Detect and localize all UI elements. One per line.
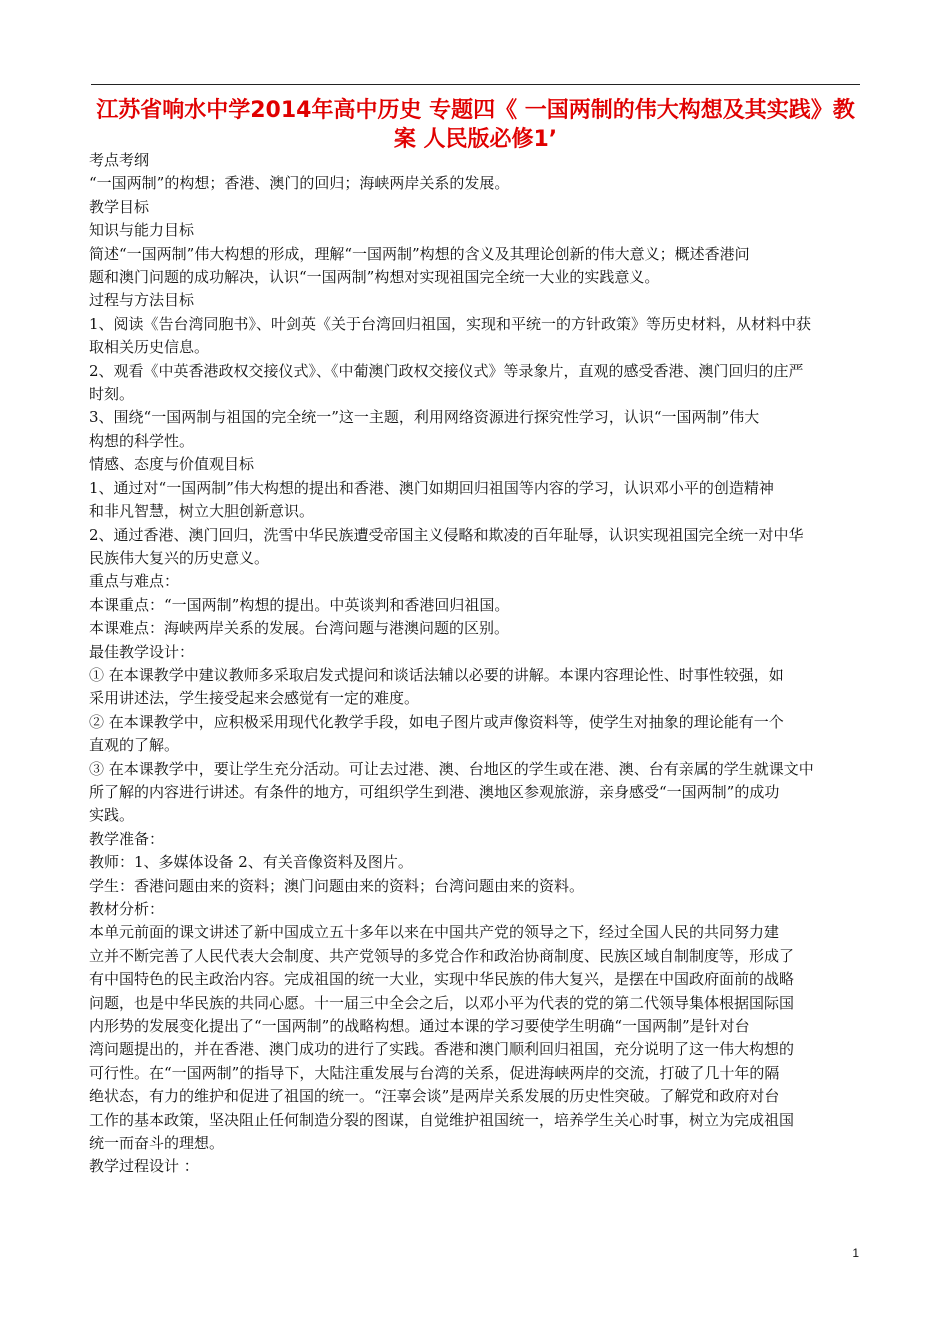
document-body <box>89 149 861 1179</box>
document-title: 江苏省响水中学2014年高中历史 专题四《 一国两制的伟大构想及其实践》教案 人民版必修1’ <box>96 98 855 152</box>
section-heading: 重点与难点： <box>89 572 180 591</box>
body-line: 时刻。 <box>89 385 135 404</box>
body-line: 统一而奋斗的理想。 <box>89 1134 225 1153</box>
body-line: 1、通过对“一国两制”伟大构想的提出和香港、澳门如期回归祖国等内容的学习，认识邓小平的创造精神 <box>89 478 774 497</box>
body-line: 有中国特色的民主政治内容。完成祖国的统一大业，实现中华民族的伟大复兴，是摆在中国政府面前的战略 <box>89 970 795 989</box>
body-line: 1、阅读《告台湾同胞书》、叶剑英《关于台湾回归祖国，实现和平统一的方针政策》等历史材料，从材料中获 <box>89 314 812 333</box>
body-line: 本课重点：“一国两制”构想的提出。中英谈判和香港回归祖国。 <box>89 595 510 614</box>
body-line: 采用讲述法，学生接受起来会感觉有一定的难度。 <box>89 689 420 708</box>
body-line: 问题，也是中华民族的共同心愿。十一届三中全会之后，以邓小平为代表的党的第二代领导集体根据国际国 <box>89 993 795 1012</box>
subsection-heading: 情感、态度与价值观目标 <box>89 455 255 474</box>
body-line: 实践。 <box>89 806 135 825</box>
body-line: 直观的了解。 <box>89 736 180 755</box>
body-line: 和非凡智慧，树立大胆创新意识。 <box>89 502 315 521</box>
body-line: 绝状态，有力的维护和促进了祖国的统一。“汪辜会谈”是两岸关系发展的历史性突破。了解党和政府对台 <box>89 1087 780 1106</box>
body-line: 民族伟大复兴的历史意义。 <box>89 548 270 567</box>
body-line: ② 在本课教学中，应积极采用现代化教学手段，如电子图片或声像资料等，使学生对抽象的理论能有一个 <box>89 712 784 731</box>
body-line: “一国两制”的构想；香港、澳门的回归；海峡两岸关系的发展。 <box>89 174 510 193</box>
body-line: 教师：1、多媒体设备 2、有关音像资料及图片。 <box>89 853 413 872</box>
section-heading: 教材分析： <box>89 900 165 918</box>
body-line: 3、围绕“一国两制与祖国的完全统一”这一主题，利用网络资源进行探究性学习，认识“一国两制”伟大 <box>89 408 760 427</box>
section-heading: 教学准备： <box>89 829 165 848</box>
subsection-heading: 知识与能力目标 <box>89 221 195 240</box>
body-line: 简述“一国两制”伟大构想的形成，理解“一国两制”构想的含义及其理论创新的伟大意义；概述香港问 <box>89 244 750 263</box>
section-heading: 最佳教学设计： <box>89 642 195 661</box>
body-line: 本课难点：海峡两岸关系的发展。台湾问题与港澳问题的区别。 <box>89 619 510 638</box>
body-line: 2、通过香港、澳门回归，洗雪中华民族遭受帝国主义侵略和欺凌的百年耻辱，认识实现祖国完全统一对中华 <box>89 525 804 544</box>
body-line: 湾问题提出的，并在香港、澳门成功的进行了实践。香港和澳门顺利回归祖国，充分说明了这一伟大构想的 <box>89 1040 795 1059</box>
body-line: 可行性。在“一国两制”的指导下，大陆注重发展与台湾的关系，促进海峡两岸的交流，打破了几十年的隔 <box>89 1063 780 1082</box>
body-line: 所了解的内容进行讲述。有条件的地方，可组织学生到港、澳地区参观旅游，亲身感受“一国两制”的成功 <box>89 782 780 801</box>
body-line: 工作的基本政策，坚决阻止任何制造分裂的图谋，自觉维护祖国统一，培养学生关心时事，树立为完成祖国 <box>89 1110 795 1129</box>
section-heading: 教学目标 <box>89 197 150 216</box>
section-heading: 教学过程设计 ： <box>89 1157 199 1176</box>
body-line: ③ 在本课教学中，要让学生充分活动。可让去过港、澳、台地区的学生或在港、澳、台有亲属的学生就课文中 <box>89 759 814 778</box>
body-line: ① 在本课教学中建议教师多采取启发式提问和谈话法辅以必要的讲解。本课内容理论性、时事性较强，如 <box>89 665 784 684</box>
subsection-heading: 过程与方法目标 <box>89 291 195 310</box>
section-heading: 考点考纲 <box>89 151 150 169</box>
body-line: 取相关历史信息。 <box>89 338 210 357</box>
body-line: 构想的科学性。 <box>89 431 195 450</box>
body-line: 学生：香港问题由来的资料；澳门问题由来的资料；台湾问题由来的资料。 <box>89 876 585 895</box>
body-line: 题和澳门问题的成功解决，认识“一国两制”构想对实现祖国完全统一大业的实践意义。 <box>89 268 660 287</box>
body-line: 立并不断完善了人民代表大会制度、共产党领导的多党合作和政治协商制度、民族区域自制制度等，形成了 <box>89 946 795 965</box>
body-line: 2、观看《中英香港政权交接仪式》、《中葡澳门政权交接仪式》等录象片，直观的感受香港、澳门回归的庄严 <box>89 361 804 380</box>
body-line: 本单元前面的课文讲述了新中国成立五十多年以来在中国共产党的领导之下，经过全国人民的共同努力建 <box>89 923 780 942</box>
header-rule <box>91 84 860 85</box>
page-number: 1 <box>852 1246 859 1260</box>
body-line: 内形势的发展变化提出了“一国两制”的战略构想。通过本课的学习要使学生明确“一国两制”是针对台 <box>89 1017 750 1036</box>
